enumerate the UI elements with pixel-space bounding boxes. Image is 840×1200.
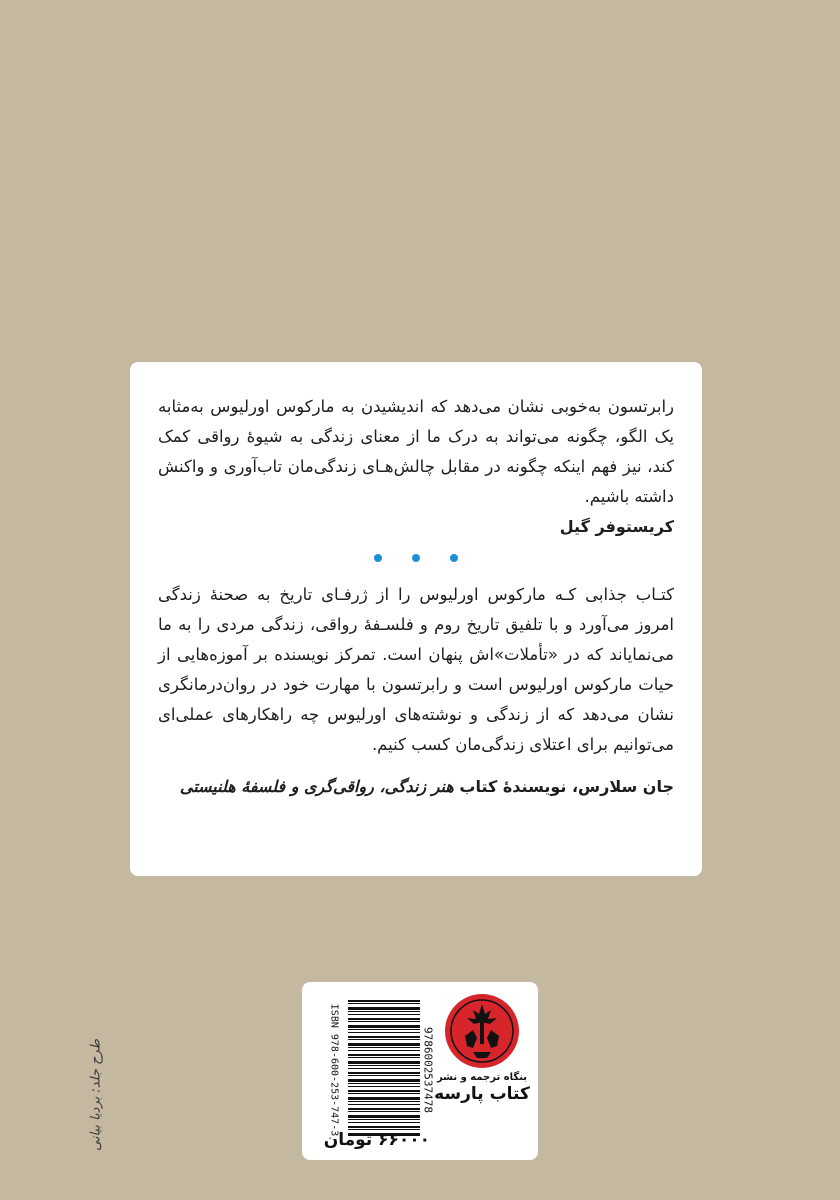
quote-2: کتـاب جذابی کـه مارکوس اورلیوس را از ژرفـای تاریخ به صحنهٔ زندگی امروز می‌آورد و با تلفیق تاریخ روم و فلسـفهٔ رواقی، زندگی مردی را به ما می‌نمایاند که در «تأملات»اش پنهان است. تمرکز نویسنده بر آموزه‌هایی از حیات مارکوس اورلیوس است و رابرتسون با مهارت خود در روان‌درمانگری نشان می‌دهد که از زندگی و نوشته‌های اورلیوس چه راهکارهای عملی‌ای می‌توانیم برای اعتلای زندگی‌مان کسب کنیم. — [158, 585, 674, 754]
quote-1: رابرتسون به‌خوبی نشان می‌دهد که اندیشیدن به مارکوس اورلیوس به‌مثابه یک الگو، چگونه می‌تواند به درک ما از معنای زندگی به شیوهٔ رواقی کمک کند، نیز فهم اینکه چگونه در مقابل چالش‌هـای زندگی‌مان تاب‌آوری و واکنش داشته باشیم. — [158, 397, 674, 506]
publisher-emblem-icon — [443, 992, 521, 1070]
quote-1-author: کریستوفر گیل — [559, 517, 674, 536]
dot-icon — [374, 554, 382, 562]
price-tag: ۶۶۰۰۰ تومان — [323, 1130, 430, 1150]
dot-icon — [450, 554, 458, 562]
quote-2-author-name: جان سلارس، نویسندهٔ کتاب — [453, 777, 674, 796]
quote-2-author-book: هنر زندگی، رواقی‌گری و فلسفهٔ هلنیستی — [179, 777, 454, 796]
blurb-card — [130, 362, 702, 876]
publisher-logo — [432, 992, 532, 1152]
quote-2-author — [158, 774, 674, 800]
publisher-name: کتاب پارسه — [434, 1084, 530, 1104]
barcode: ISBN 978-600-253-747-3 9786002537478 — [314, 996, 434, 1146]
publisher-line-1: بنگاه ترجمه و نشر — [436, 1072, 528, 1083]
barcode-bars-icon — [348, 1000, 420, 1136]
separator-dots — [158, 554, 674, 562]
cover-design-credit: طرح جلد: بردیا بیانی — [88, 1039, 104, 1151]
dot-icon — [412, 554, 420, 562]
